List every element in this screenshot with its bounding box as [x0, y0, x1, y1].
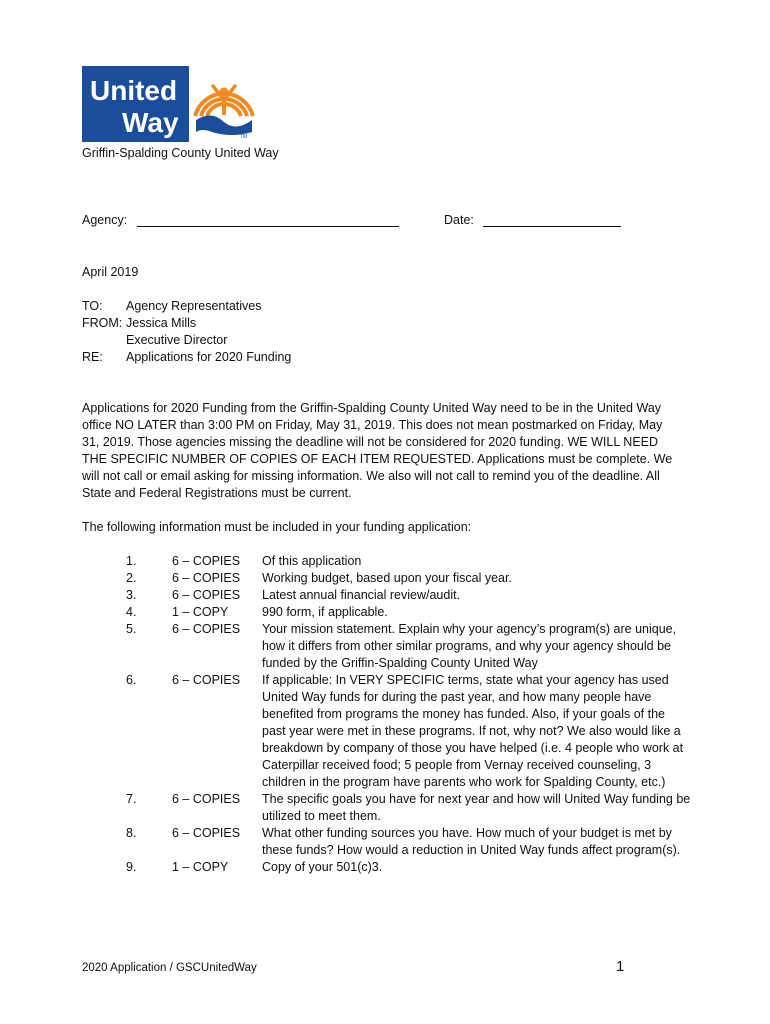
list-intro: The following information must be included in your funding application: — [82, 520, 472, 534]
item-copies: 6 – COPIES — [172, 673, 241, 687]
item-copies: 6 – COPIES — [172, 622, 241, 636]
item-number: 7. — [126, 792, 137, 806]
date-label: Date: — [444, 213, 474, 227]
memo-to-value: Agency Representatives — [126, 299, 262, 313]
memo-re-label: RE: — [82, 350, 103, 364]
item-copies: 6 – COPIES — [172, 554, 241, 568]
item-number: 1. — [126, 554, 137, 568]
list-item — [82, 621, 702, 672]
memo-re-value: Applications for 2020 Funding — [126, 350, 292, 364]
logo-word-united: United — [90, 75, 178, 106]
item-description: Your mission statement. Explain why your agency’s program(s) are unique, how it differs from other similar programs, and why your agency should be funded by the Griffin-Spalding County United Way — [262, 622, 677, 670]
list-item — [82, 859, 702, 876]
item-description: Copy of your 501(c)3. — [262, 860, 383, 874]
item-description: The specific goals you have for next year and how will United Way funding be utilized to meet them. — [262, 792, 691, 823]
item-copies: 1 – COPY — [172, 860, 229, 874]
date-field[interactable] — [483, 212, 621, 227]
item-copies: 6 – COPIES — [172, 826, 241, 840]
organization-name: Griffin-Spalding County United Way — [82, 146, 279, 160]
item-copies: 6 – COPIES — [172, 792, 241, 806]
list-item — [82, 570, 702, 587]
item-description: What other funding sources you have. How much of your budget is met by these funds? How would a reduction in United Way funds affect program(s). — [262, 826, 681, 857]
item-description: Of this application — [262, 554, 362, 568]
instructions-paragraph: Applications for 2020 Funding from the Griffin-Spalding County United Way need to be in the United Way office NO LATER than 3:00 PM on Friday, May 31, 2019. This does not mean postmarked on Friday, May 31, 2019. Those agencies missing the deadline will not be considered for 2020 funding. WE WILL NEED THE SPECIFIC NUMBER OF COPIES OF EACH ITEM REQUESTED. Applications must be complete. We will not call or email asking for missing information. We also will not call to remind you of the deadline. All State and Federal Registrations must be current. — [82, 401, 673, 500]
item-description: Latest annual financial review/audit. — [262, 588, 461, 602]
agency-field[interactable] — [137, 212, 399, 227]
list-item — [82, 587, 702, 604]
item-number: 8. — [126, 826, 137, 840]
list-item — [82, 791, 702, 825]
page-number: 1 — [616, 958, 625, 975]
list-item — [82, 672, 702, 791]
item-copies: 1 – COPY — [172, 605, 229, 619]
memo-from-label: FROM: — [82, 316, 123, 330]
requirements-list — [82, 553, 702, 876]
united-way-logo-graphic — [82, 66, 258, 142]
agency-date-row — [82, 212, 642, 227]
item-copies: 6 – COPIES — [172, 571, 241, 585]
item-description: 990 form, if applicable. — [262, 605, 388, 619]
memo-to-label: TO: — [82, 299, 103, 313]
letter-date: April 2019 — [82, 265, 139, 279]
date-group — [444, 212, 621, 227]
item-number: 5. — [126, 622, 137, 636]
item-description: Working budget, based upon your fiscal year. — [262, 571, 512, 585]
item-number: 2. — [126, 571, 137, 585]
memo-from-value: Jessica Mills — [126, 316, 197, 330]
item-number: 4. — [126, 605, 137, 619]
agency-label: Agency: — [82, 213, 128, 227]
logo-word-way: Way — [122, 107, 179, 138]
item-description: If applicable: In VERY SPECIFIC terms, state what your agency has used United Way funds for during the past year, and how many people have benefited from programs the money has funded. Also, if your goals of the past year were met in these programs. If not, why not? We also would like a breakdown by company of those you have helped (i.e. 4 people who work at Caterpillar received food; 5 people from Vernay received counseling, 3 children in the program have parents who work for Spalding County, etc.) — [262, 673, 684, 789]
memo-from-title: Executive Director — [126, 333, 228, 347]
item-copies: 6 – COPIES — [172, 588, 241, 602]
united-way-logo — [82, 66, 258, 142]
item-number: 6. — [126, 673, 137, 687]
footer-text: 2020 Application / GSCUnitedWay — [82, 962, 257, 974]
item-number: 3. — [126, 588, 137, 602]
list-item — [82, 604, 702, 621]
logo-trademark: TM — [240, 134, 248, 140]
item-number: 9. — [126, 860, 137, 874]
list-item — [82, 553, 702, 570]
list-item — [82, 825, 702, 859]
